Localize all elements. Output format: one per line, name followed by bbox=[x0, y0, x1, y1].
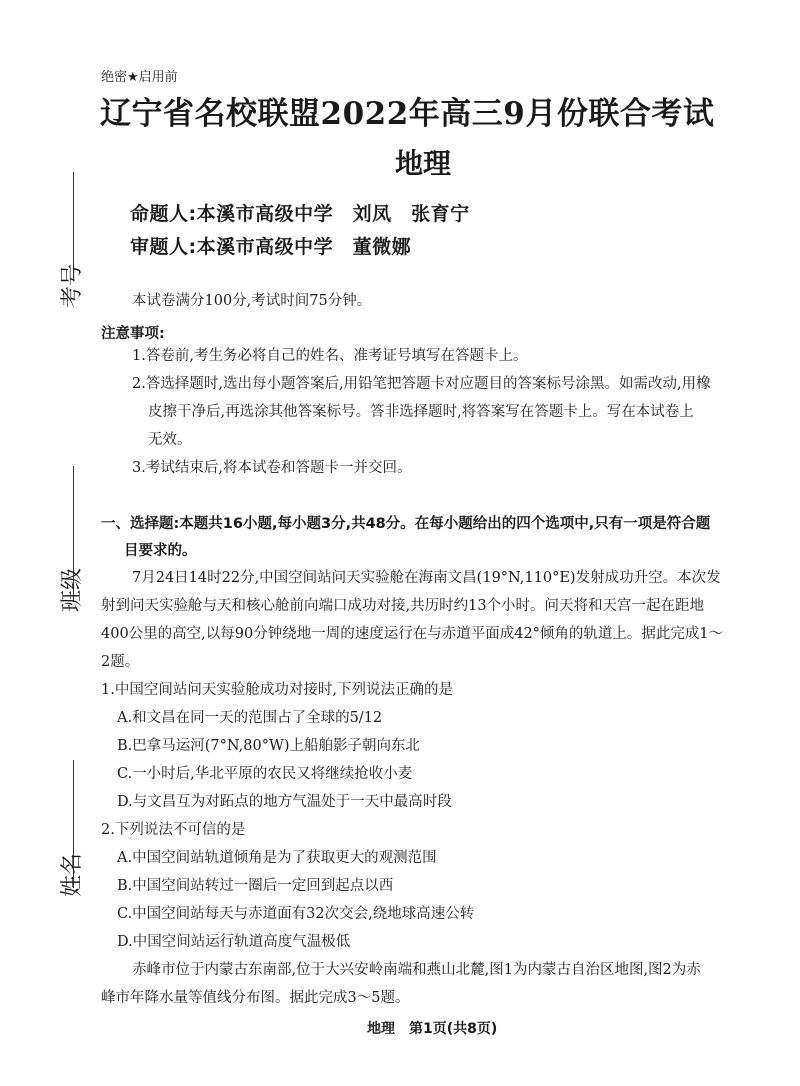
q1-option-b: B.巴拿马运河(7°N,80°W)上船舶影子朝向东北 bbox=[117, 738, 421, 754]
passage1-line3: 400公里的高空,以每90分钟绕地一周的速度运行在与赤道平面成42°倾角的轨道上。据此完成1～ bbox=[101, 626, 724, 642]
section1-heading-line1: 一、选择题:本题共16小题,每小题3分,共48分。在每小题给出的四个选项中,只有一项是符合题 bbox=[101, 516, 711, 532]
q2-option-b: B.中国空间站转过一圈后一定回到起点以西 bbox=[117, 878, 394, 894]
passage1-line1: 7月24日14时22分,中国空间站问天实验舱在海南文昌(19°N,110°E)发射成功升空。本次发 bbox=[132, 570, 721, 586]
q2-option-c: C.中国空间站每天与赤道面有32次交会,绕地球高速公转 bbox=[117, 906, 475, 922]
q2-option-d: D.中国空间站运行轨道高度气温极低 bbox=[117, 934, 351, 950]
notice-item-2-line2: 皮擦干净后,再选涂其他答案标号。答非选择题时,将答案写在答题卡上。写在本试卷上 bbox=[148, 404, 694, 420]
exam-title: 辽宁省名校联盟2022年高三9月份联合考试 bbox=[100, 96, 715, 132]
page-footer: 地理 第1页(共8页) bbox=[367, 1021, 498, 1037]
subject-title: 地理 bbox=[395, 147, 452, 180]
q2-option-a: A.中国空间站轨道倾角是为了获取更大的观测范围 bbox=[117, 850, 437, 866]
q1-option-c: C.一小时后,华北平原的农民又将继续抢收小麦 bbox=[117, 766, 413, 782]
q1-option-d: D.与文昌互为对跖点的地方气温处于一天中最高时段 bbox=[117, 794, 452, 810]
passage2-line2: 峰市年降水量等值线分布图。据此完成3～5题。 bbox=[101, 990, 410, 1006]
exam-intro: 本试卷满分100分,考试时间75分钟。 bbox=[132, 293, 372, 309]
notice-heading: 注意事项: bbox=[101, 326, 165, 342]
notice-item-1: 1.答卷前,考生务必将自己的姓名、准考证号填写在答题卡上。 bbox=[132, 348, 528, 364]
exam-no-label: 考号 bbox=[60, 263, 85, 308]
notice-item-2-line3: 无效。 bbox=[148, 432, 192, 448]
secret-mark: 绝密★启用前 bbox=[101, 70, 178, 85]
q1-option-a: A.和文昌在同一天的范围占了全球的5/12 bbox=[117, 710, 383, 726]
q1-stem: 1.中国空间站问天实验舱成功对接时,下列说法正确的是 bbox=[101, 682, 453, 698]
passage2-line1: 赤峰市位于内蒙古东南部,位于大兴安岭南端和燕山北麓,图1为内蒙古自治区地图,图2为赤 bbox=[132, 962, 701, 978]
name-label: 姓名 bbox=[60, 852, 85, 897]
passage1-line4: 2题。 bbox=[101, 654, 140, 670]
q2-stem: 2.下列说法不可信的是 bbox=[101, 822, 246, 838]
section1-heading-line2: 目要求的。 bbox=[124, 543, 197, 559]
notice-item-2-line1: 2.答选择题时,选出每小题答案后,用铅笔把答题卡对应题目的答案标号涂黑。如需改动,用橡 bbox=[132, 376, 711, 392]
passage1-line2: 射到问天实验舱与天和核心舱前向端口成功对接,共历时约13个小时。问天将和天宫一起在距地 bbox=[101, 598, 705, 614]
class-label: 班级 bbox=[60, 567, 85, 612]
author-line: 命题人:本溪市高级中学 刘凤 张育宁 bbox=[130, 203, 470, 225]
notice-item-3: 3.考试结束后,将本试卷和答题卡一并交回。 bbox=[132, 460, 412, 476]
reviewer-line: 审题人:本溪市高级中学 董微娜 bbox=[130, 236, 412, 258]
